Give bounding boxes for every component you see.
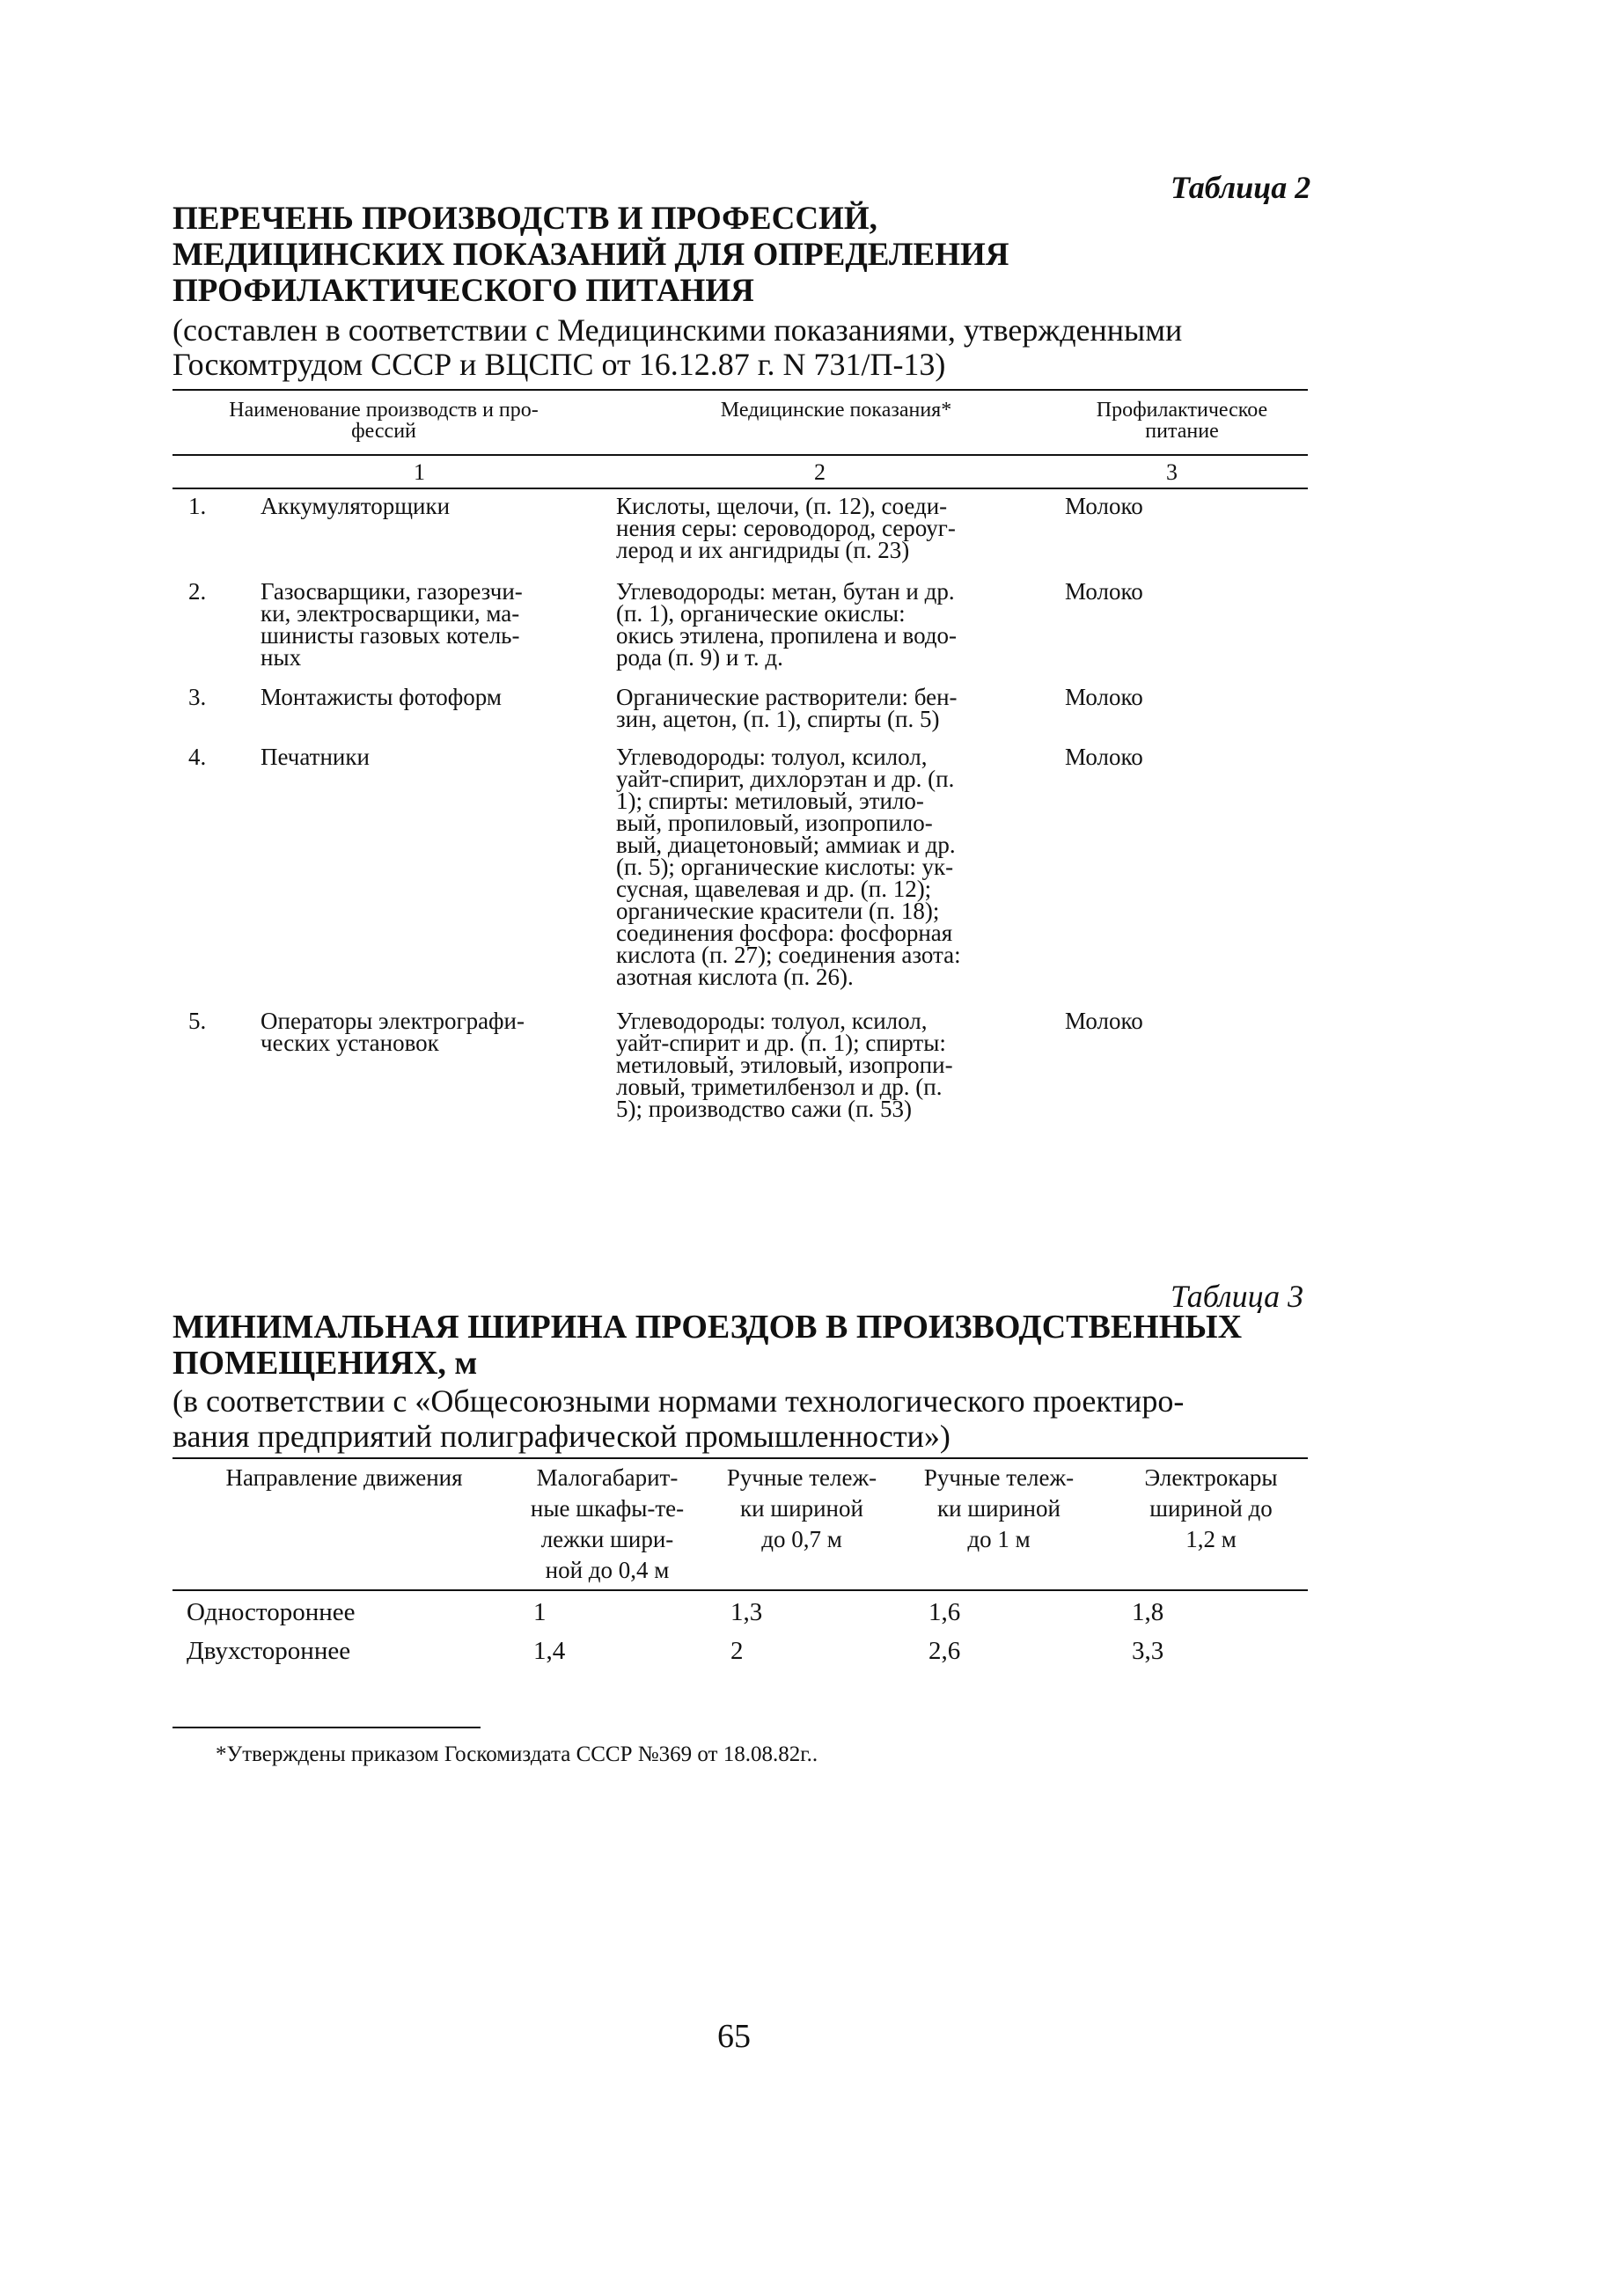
table2-row-food: Молоко [1065, 744, 1143, 770]
header-line: до 1 м [967, 1526, 1031, 1552]
table3-header-col3 [709, 1463, 894, 1555]
header-line: лежки шири- [540, 1526, 674, 1552]
line: рода (п. 9) и т. д. [616, 644, 783, 671]
header-line: Ручные тележ- [726, 1464, 877, 1491]
header-line: ки шириной [740, 1495, 863, 1522]
line: ловый, триметилбензол и др. (п. [616, 1074, 943, 1100]
table3-title-line: ПОМЕЩЕНИЯХ, м [172, 1345, 478, 1382]
line: шинисты газовых котель- [261, 622, 520, 649]
table2-subtitle-line: (составлен в соответствии с Медицинскими показаниями, утвержденными [172, 312, 1183, 348]
table2-row-name [261, 746, 604, 768]
table3-row-value: 1,4 [533, 1637, 566, 1665]
table3-title-line: МИНИМАЛЬНАЯ ШИРИНА ПРОЕЗДОВ В ПРОИЗВОДСТВЕННЫХ [172, 1309, 1243, 1346]
line: Углеводороды: толуол, ксилол, [616, 744, 928, 770]
header-line: Малогабарит- [536, 1464, 679, 1491]
table3-subtitle-line: вания предприятий полиграфической промышленности») [172, 1419, 950, 1454]
line: соединения фосфора: фосфорная [616, 920, 953, 946]
table2-row-name [261, 1010, 604, 1054]
table2-header-col3 [1056, 400, 1308, 442]
table3-header-col4 [906, 1463, 1091, 1555]
header-line: ной до 0,4 м [545, 1557, 670, 1583]
table2-title-line: МЕДИЦИНСКИХ ПОКАЗАНИЙ ДЛЯ ОПРЕДЕЛЕНИЯ [172, 237, 1009, 273]
header-line: ные шкафы-те- [530, 1495, 685, 1522]
line: уайт-спирит, дихлорэтан и др. (п. [616, 766, 955, 792]
table3-row-value: 3,3 [1132, 1637, 1164, 1665]
table3-header-col5 [1114, 1463, 1308, 1555]
line: органические красители (п. 18); [616, 898, 940, 924]
table2-row-indications [616, 495, 1065, 561]
table3-label: Таблица 3 [1171, 1279, 1304, 1314]
line: ных [261, 644, 302, 671]
table2-row-indications [616, 578, 1065, 671]
table3-top-rule [172, 1457, 1308, 1459]
line: (п. 5); органические кислоты: ук- [616, 854, 954, 880]
line: окись этилена, пропилена и водо- [616, 622, 958, 649]
table2-subtitle [172, 313, 1317, 382]
table2-header-col2: Медицинские показания* [720, 399, 952, 422]
line: Аккумуляторщики [261, 493, 451, 519]
line: Органические растворители: бен- [616, 684, 958, 710]
table2-row-number: 4. [188, 744, 207, 770]
line: зин, ацетон, (п. 1), спирты (п. 5) [616, 706, 940, 732]
header-line: Электрокары [1144, 1464, 1278, 1491]
table2-row-number: 3. [188, 684, 207, 710]
line: (п. 1), органические окислы: [616, 600, 906, 627]
table2-row-indications [616, 746, 1065, 988]
line: кислота (п. 27); соединения азота: [616, 942, 961, 968]
table3-row-value: 1,3 [730, 1598, 763, 1626]
table3-row-direction: Одностороннее [187, 1598, 356, 1626]
header-line: ки шириной [937, 1495, 1061, 1522]
table2-colnum-rule [172, 488, 1308, 489]
table3-header-rule [172, 1589, 1308, 1591]
line: Кислоты, щелочи, (п. 12), соеди- [616, 493, 948, 519]
table2-title-line: ПЕРЕЧЕНЬ ПРОИЗВОДСТВ И ПРОФЕССИЙ, [172, 201, 877, 237]
table2-title [172, 201, 1352, 309]
line: сусная, щавелевая и др. (п. 12); [616, 876, 932, 902]
table2-colnum-3: 3 [1166, 459, 1178, 485]
header-line: фессий [351, 420, 416, 443]
table2-row-name [261, 686, 604, 708]
table2-subtitle-line: Госкомтрудом СССР и ВЦСПС от 16.12.87 г. N 731/П-13) [172, 347, 946, 382]
table3-header-col2 [519, 1463, 695, 1586]
table2-colnum-1: 1 [414, 459, 425, 485]
page-number: 65 [717, 2018, 751, 2055]
table3-row-value: 2,6 [928, 1637, 961, 1665]
footnote-rule [172, 1727, 481, 1728]
table3-title [172, 1309, 1369, 1382]
table3-subtitle [172, 1383, 1334, 1454]
header-line: Направление движения [225, 1464, 463, 1491]
line: Газосварщики, газорезчи- [261, 578, 523, 605]
table2-colnum-2: 2 [814, 459, 826, 485]
line: метиловый, этиловый, изопропи- [616, 1052, 953, 1078]
table3-header-col1 [172, 1463, 516, 1493]
table3-subtitle-line: (в соответствии с «Общесоюзными нормами технологического проектиро- [172, 1383, 1185, 1419]
table2-row-number: 1. [188, 493, 207, 519]
table2-row-name [261, 578, 604, 671]
line: азотная кислота (п. 26). [616, 964, 854, 990]
header-line: шириной до [1149, 1495, 1273, 1522]
line: Углеводороды: метан, бутан и др. [616, 578, 955, 605]
line: Углеводороды: толуол, ксилол, [616, 1008, 928, 1034]
table2-title-line: ПРОФИЛАКТИЧЕСКОГО ПИТАНИЯ [172, 273, 754, 309]
table2-header-rule [172, 454, 1308, 456]
line: вый, пропиловый, изопропило- [616, 810, 933, 836]
header-line: до 0,7 м [761, 1526, 842, 1552]
footnote: *Утверждены приказом Госкомиздата СССР №369 от 18.08.82г.. [216, 1742, 818, 1766]
table3-row-value: 1,6 [928, 1598, 961, 1626]
line: 5); производство сажи (п. 53) [616, 1096, 913, 1122]
table2-row-food: Молоко [1065, 1008, 1143, 1034]
table2-row-food: Молоко [1065, 493, 1143, 519]
header-line: Профилактическое [1096, 399, 1268, 422]
table2-row-indications [616, 686, 1065, 730]
table2-row-indications [616, 1010, 1065, 1120]
line: Операторы электрографи- [261, 1008, 525, 1034]
table2-row-number: 2. [188, 578, 207, 605]
table2-row-food: Молоко [1065, 578, 1143, 605]
line: вый, диацетоновый; аммиак и др. [616, 832, 956, 858]
table3-row-value: 1,8 [1132, 1598, 1164, 1626]
table2-label: Таблица 2 [1171, 170, 1311, 205]
line: нения серы: сероводород, сероуг- [616, 515, 956, 541]
line: уайт-спирит и др. (п. 1); спирты: [616, 1030, 946, 1056]
table3-row-value: 2 [730, 1637, 744, 1665]
line: Монтажисты фотоформ [261, 684, 502, 710]
table3-row-value: 1 [533, 1598, 547, 1626]
line: лерод и их ангидриды (п. 23) [616, 537, 910, 563]
header-line: питание [1145, 420, 1219, 443]
line: ки, электросварщики, ма- [261, 600, 520, 627]
line: ческих установок [261, 1030, 439, 1056]
table2-top-rule [172, 389, 1308, 391]
table3-row-direction: Двухстороннее [187, 1637, 351, 1665]
table2-row-name [261, 495, 604, 517]
table2-row-food: Молоко [1065, 684, 1143, 710]
header-line: Ручные тележ- [923, 1464, 1075, 1491]
line: 1); спирты: метиловый, этило- [616, 788, 924, 814]
header-line: 1,2 м [1185, 1526, 1237, 1552]
table2-header-col1 [172, 400, 595, 442]
line: Печатники [261, 744, 370, 770]
header-line: Наименование производств и про- [229, 399, 539, 422]
table2-row-number: 5. [188, 1008, 207, 1034]
